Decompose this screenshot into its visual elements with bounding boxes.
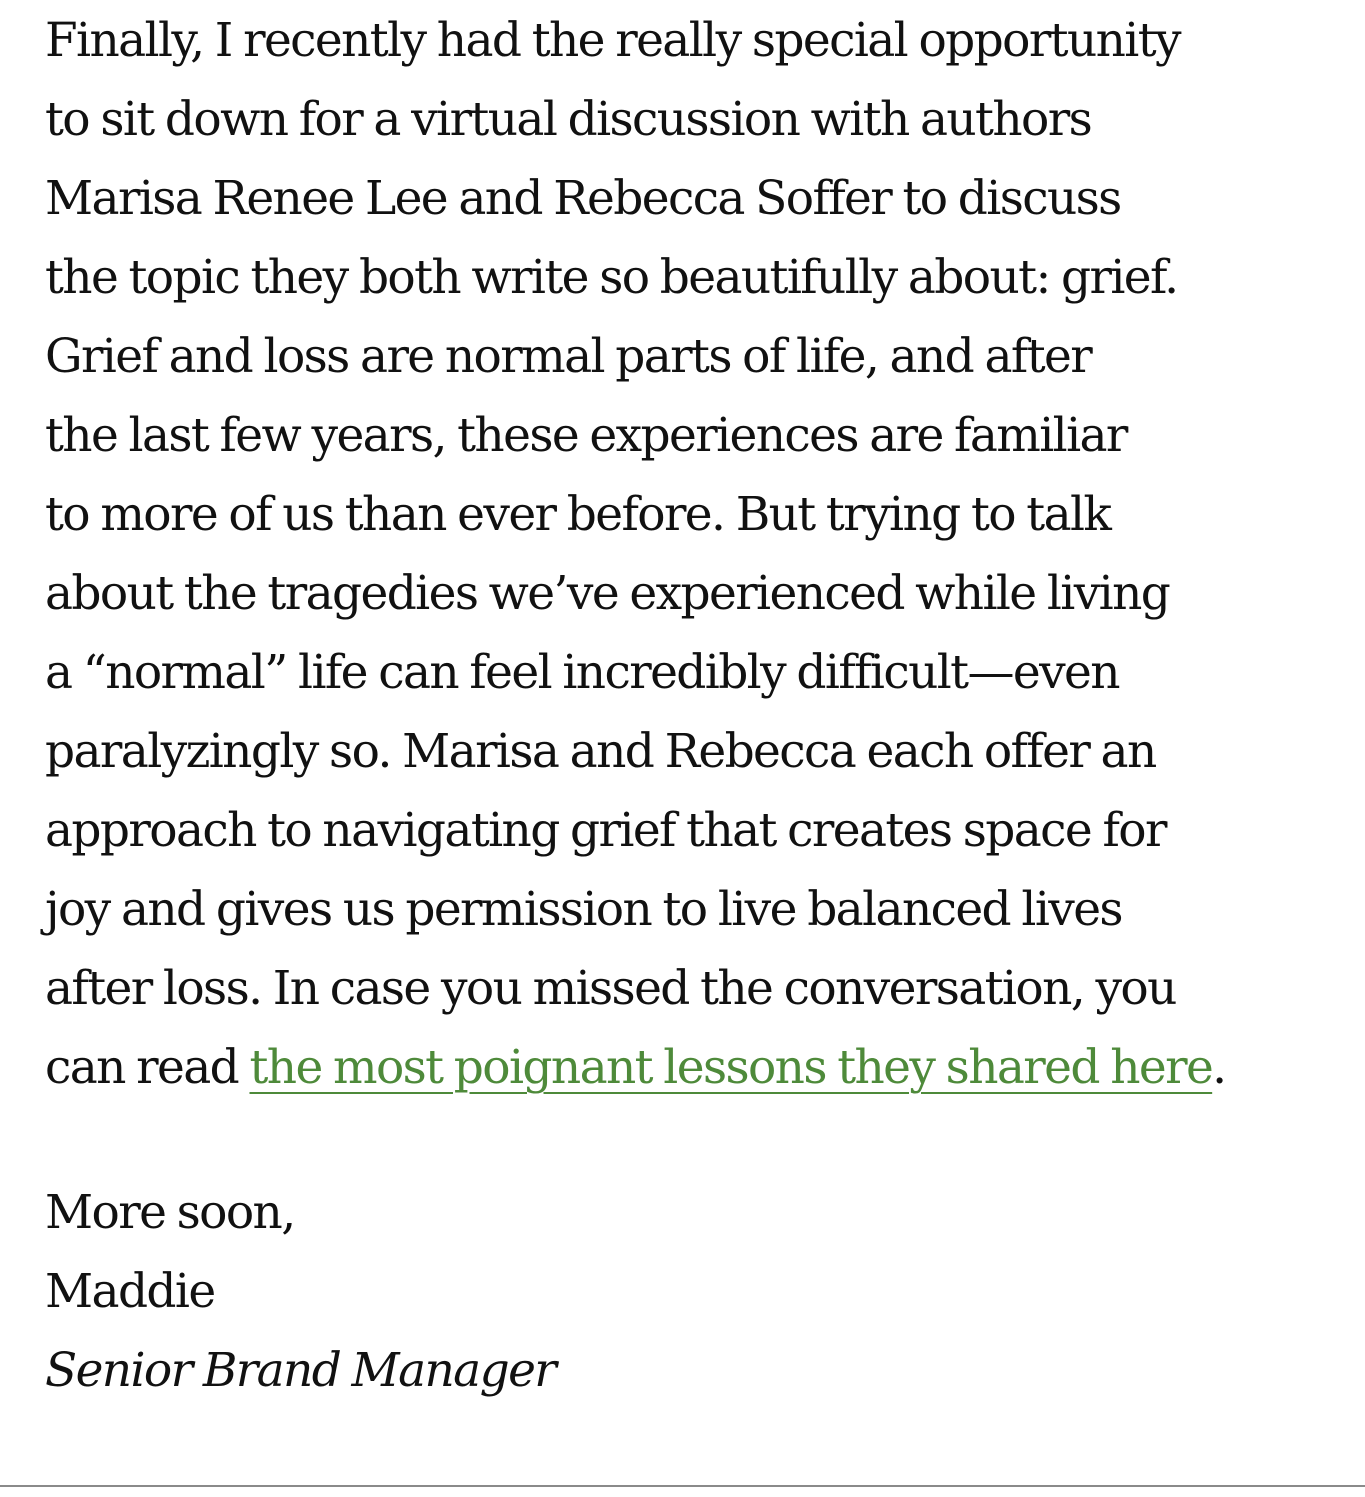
paragraph-line: approach to navigating grief that creates space for <box>45 803 1166 858</box>
paragraph-line: Marisa Renee Lee and Rebecca Soffer to discuss <box>45 171 1121 226</box>
paragraph-line: to more of us than ever before. But trying to talk <box>45 487 1111 542</box>
paragraph-line: joy and gives us permission to live balanced lives <box>45 882 1122 937</box>
last-line-suffix: . <box>1212 1040 1226 1095</box>
paragraph-line: a “normal” life can feel incredibly difficult—even <box>45 645 1119 700</box>
paragraph-line: the topic they both write so beautifully about: grief. <box>45 250 1178 305</box>
author-name: Maddie <box>45 1264 215 1319</box>
main-paragraph <box>45 0 1345 1107</box>
paragraph-line: to sit down for a virtual discussion with authors <box>45 92 1092 147</box>
bottom-divider <box>0 1485 1365 1487</box>
paragraph-line: Finally, I recently had the really special opportunity <box>45 13 1180 68</box>
paragraph-last-line <box>45 1028 1345 1107</box>
paragraph-line: Grief and loss are normal parts of life, and after <box>45 329 1092 384</box>
paragraph-line: about the tragedies we’ve experienced while living <box>45 566 1170 621</box>
paragraph-line: after loss. In case you missed the conversation, you <box>45 961 1176 1016</box>
poignant-lessons-link[interactable]: the most poignant lessons they shared here <box>249 1040 1213 1095</box>
closing-text: More soon, <box>45 1185 295 1240</box>
paragraph-line: paralyzingly so. Marisa and Rebecca each offer an <box>45 724 1156 779</box>
signoff-block <box>45 1173 1345 1410</box>
last-line-prefix: can read <box>45 1040 250 1095</box>
letter-body <box>45 0 1345 1410</box>
paragraph-line: the last few years, these experiences are familiar <box>45 408 1127 463</box>
author-title: Senior Brand Manager <box>45 1343 556 1398</box>
